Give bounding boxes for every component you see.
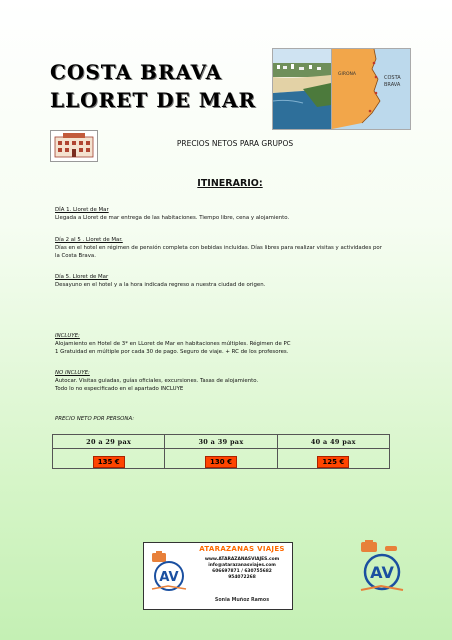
price-section-title: PRECIO NETO POR PERSONA: — [55, 416, 135, 422]
price-value-3: 125 € — [317, 456, 349, 468]
price-table — [52, 434, 390, 469]
price-cell-3 — [277, 449, 389, 469]
price-range-3: 40 a 49 pax — [277, 435, 389, 449]
day-1-text: Llegada a Lloret de mar entrega de las habitaciones. Tiempo libre, cena y alojamiento. — [55, 215, 290, 221]
agency-contact: Sonia Muñoz Ramos — [214, 598, 270, 603]
map-label-brava: BRAVA — [384, 82, 401, 88]
price-range-2: 30 a 39 pax — [165, 435, 277, 449]
map-label-costa: COSTA — [384, 75, 401, 81]
agency-phones: 606697871 / 630755682 — [212, 569, 272, 574]
excludes-section — [55, 369, 385, 393]
agency-logo-large-letters: AV — [370, 563, 394, 582]
includes-section — [55, 332, 385, 356]
hotel-icon — [50, 130, 98, 162]
excludes-title: NO INCLUYE: — [55, 370, 90, 376]
agency-email[interactable]: info@atarazanasviajes.com — [208, 563, 276, 568]
costa-brava-map — [331, 48, 411, 130]
includes-line-1: Alojamiento en Hotel de 3* en LLoret de Mar en habitaciones múltiples. Régimen de PC — [55, 341, 291, 347]
day-2-heading: Día 2 al 5 . Lloret de Mar. — [55, 237, 123, 243]
map-label-girona: GIRONA — [338, 72, 356, 77]
day-2-text: Días en el hotel en régimen de pensión completa con bebidas incluidas. Días libres para realizar visitas y actividades por la Costa Brava. — [55, 245, 382, 259]
subtitle: PRECIOS NETOS PARA GRUPOS — [176, 139, 294, 148]
agency-card — [143, 542, 293, 610]
price-cell-2 — [165, 449, 277, 469]
day-1-heading: DÍA 1. Lloret de Mar — [55, 207, 109, 213]
title-line-1: COSTA BRAVA — [50, 60, 223, 84]
day-3-heading: Día 5. Lloret de Mar — [55, 274, 109, 280]
itinerary-title: ITINERARIO: — [197, 178, 263, 189]
agency-logo-large-icon — [355, 540, 409, 594]
agency-brand: ATARAZANAS VIAJES — [199, 545, 285, 553]
excludes-line-2: Todo lo no especificado en el apartado INCLUYE — [55, 386, 184, 392]
day-2 — [55, 236, 385, 260]
includes-title: INCLUYE: — [55, 333, 80, 339]
price-header-row — [53, 435, 390, 449]
price-value-1: 135 € — [93, 456, 125, 468]
day-3 — [55, 273, 385, 289]
day-1 — [55, 206, 385, 222]
day-3-text: Desayuno en el hotel y a la hora indicada regreso a nuestra ciudad de origen. — [55, 282, 266, 288]
agency-web[interactable]: www.ATARAZANASVIAJES.com — [204, 557, 280, 562]
excludes-line-1: Autocar. Visitas guiadas, guías oficiales, excursiones. Tasas de alojamiento. — [55, 378, 259, 384]
includes-line-2: 1 Gratuidad en múltiple por cada 30 de pago. Seguro de viaje. + RC de los profesores. — [55, 349, 289, 355]
price-range-1: 20 a 29 pax — [53, 435, 165, 449]
price-cell-1 — [53, 449, 165, 469]
price-value-row — [53, 449, 390, 469]
agency-phone-2: 954072268 — [228, 575, 256, 580]
beach-photo — [272, 48, 332, 130]
agency-logo-letters: AV — [159, 570, 179, 585]
price-value-2: 130 € — [205, 456, 237, 468]
title-line-2: LLORET DE MAR — [50, 88, 257, 112]
agency-logo-icon — [148, 551, 190, 593]
